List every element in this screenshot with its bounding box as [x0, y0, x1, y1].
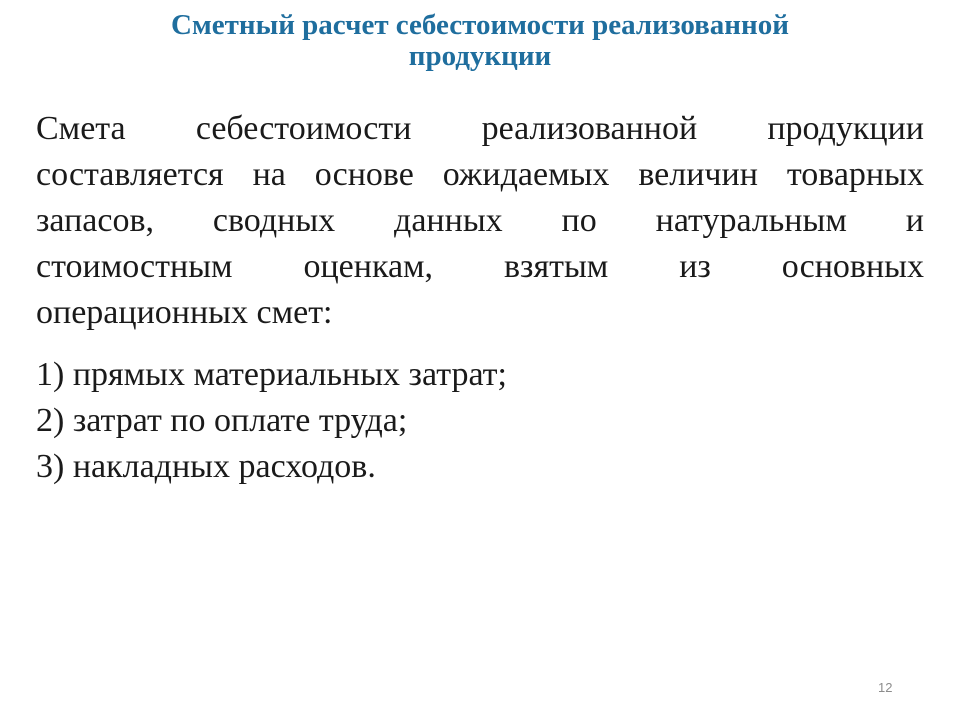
cost-items-list: [36, 352, 924, 490]
word: основных: [781, 248, 924, 285]
word: основе: [314, 156, 414, 193]
word: стоимостным: [36, 248, 233, 285]
paragraph-line-4: [36, 244, 924, 290]
word: составляется: [36, 156, 224, 193]
paragraph-line-5: операционных смет:: [36, 294, 333, 331]
title-line: продукции: [408, 40, 552, 72]
slide-title: [36, 10, 924, 72]
paragraph-line-3: [36, 198, 924, 244]
word: товарных: [786, 156, 924, 193]
word: продукции: [767, 110, 924, 147]
word: на: [252, 156, 286, 193]
word: оценкам,: [303, 248, 434, 285]
word: взятым: [503, 248, 609, 285]
word: Смета: [36, 110, 126, 147]
word: величин: [638, 156, 758, 193]
word: натуральным: [655, 202, 847, 239]
word: по: [561, 202, 597, 239]
title-line: Сметный расчет себестоимости реализованной: [171, 9, 789, 41]
paragraph-line-2: [36, 152, 924, 198]
word: запасов,: [36, 202, 155, 239]
list-item: 1) прямых материальных затрат;: [36, 356, 507, 393]
word: данных: [394, 202, 503, 239]
word: себестоимости: [195, 110, 412, 147]
paragraph-line-1: [36, 106, 924, 152]
word: ожидаемых: [442, 156, 610, 193]
page-number: 12: [878, 680, 893, 695]
word: из: [679, 248, 711, 285]
list-item: 2) затрат по оплате труда;: [36, 402, 408, 439]
word: реализованной: [481, 110, 698, 147]
body-paragraph: [36, 106, 924, 336]
word: и: [905, 202, 924, 239]
list-item: 3) накладных расходов.: [36, 448, 376, 485]
word: сводных: [212, 202, 336, 239]
